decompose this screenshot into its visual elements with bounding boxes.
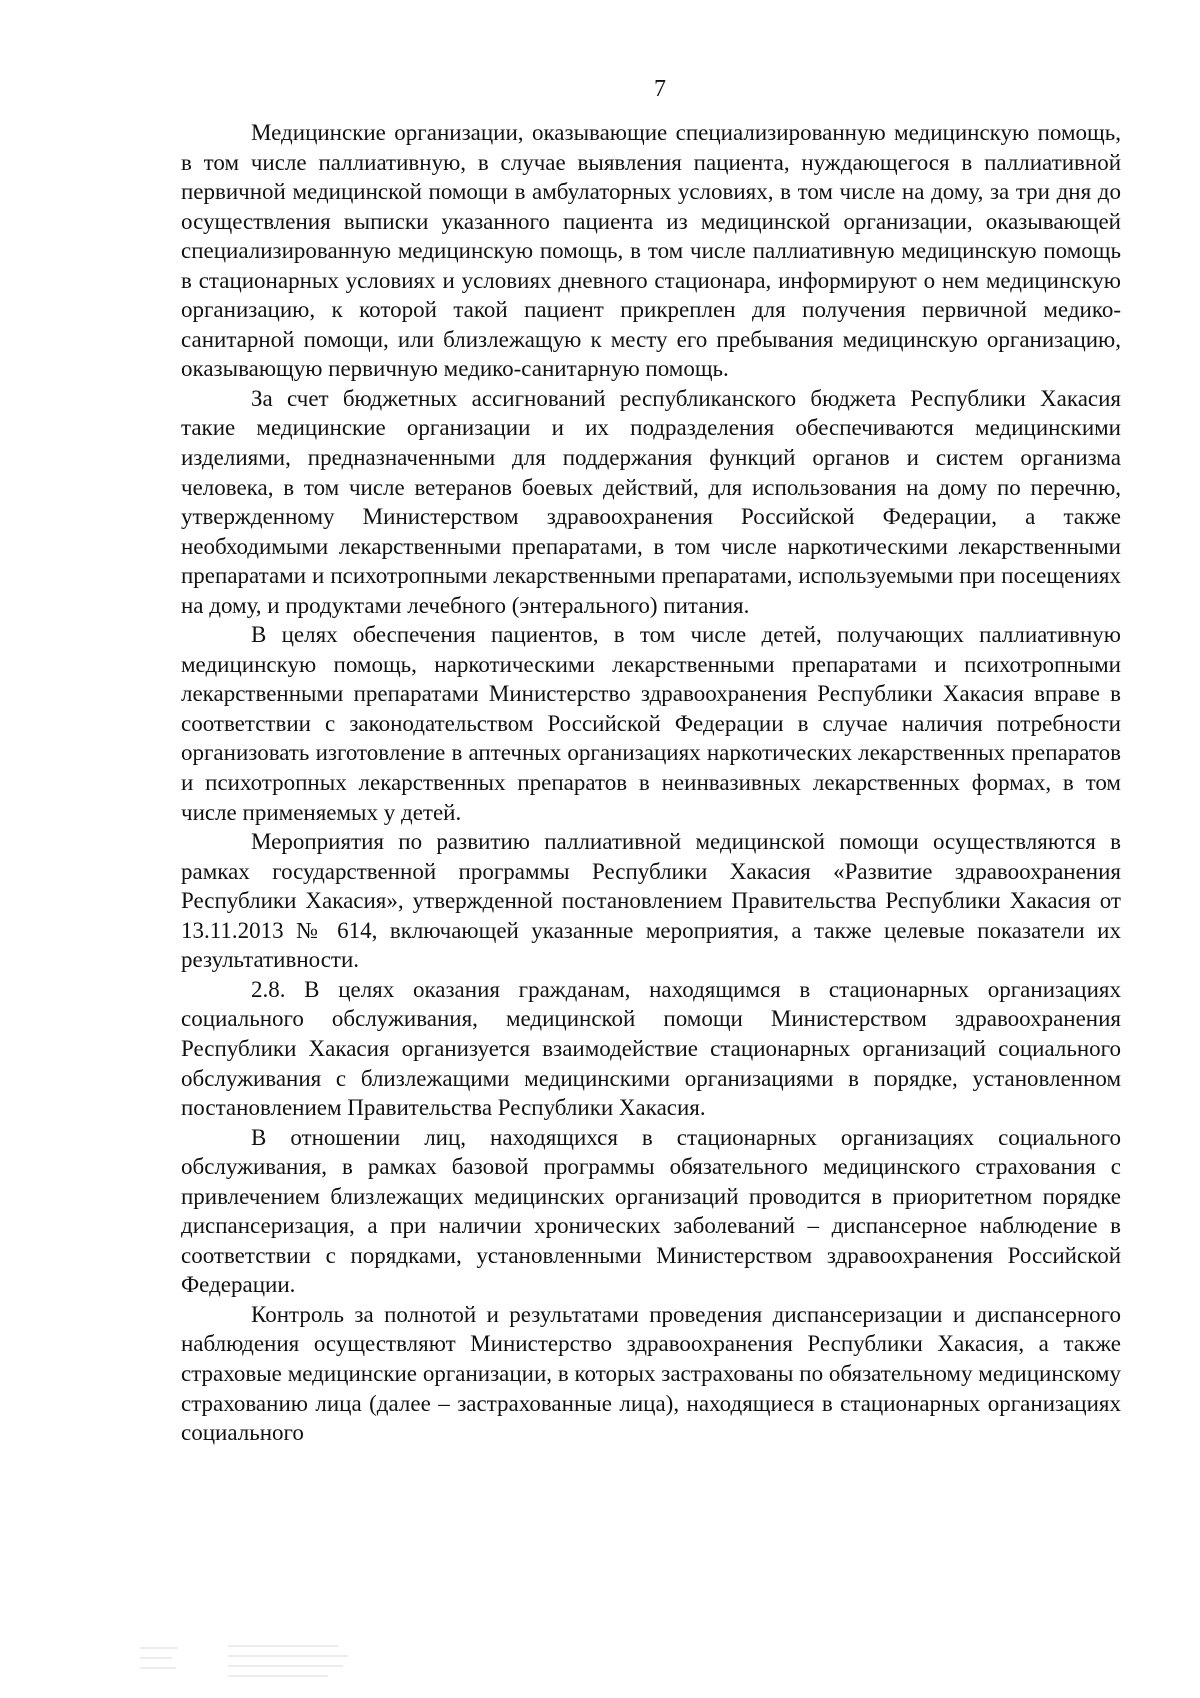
paragraph-state-program: Мероприятия по развитию паллиативной медицинской помощи осуществляются в рамках государственной программы Республики Хакасия «Развитие здравоохранения Республики Хакасия», утвержденной постановлением Правительства Республики Хакасия от 13.11.2013 № 614, включающей указанные мероприятия, а также целевые показатели их результативности. xyxy=(181,829,1121,973)
paragraph-dispensary-examination: В отношении лиц, находящихся в стационарных организациях социального обслуживания, в рамках базовой программы обязательного медицинского страхования с привлечением близлежащих медицинских организаций проводится в приоритетном порядке диспансеризация, а при наличии хронических заболеваний – диспансерное наблюдение в соответствии с порядками, установленными Министерством здравоохранения Российской Федерации. xyxy=(181,1124,1121,1298)
document-body xyxy=(181,118,1121,1448)
paragraph-narcotic-provision: В целях обеспечения пациентов, в том числе детей, получающих паллиативную медицинскую помощь, наркотическими лекарственными препаратами и психотропными лекарственными препаратами Министерство здравоохранения Республики Хакасия вправе в соответствии с законодательством Российской Федерации в случае наличия потребности организовать изготовление в аптечных организациях наркотических лекарственных препаратов и психотропных лекарственных препаратов в неинвазивных лекарственных формах, в том числе применяемых у детей. xyxy=(181,622,1121,825)
paragraph-palliative-discharge: Медицинские организации, оказывающие специализированную медицинскую помощь, в том числе паллиативную, в случае выявления пациента, нуждающегося в паллиативной первичной медицинской помощи в амбулаторных условиях, в том числе на дому, за три дня до осуществления выписки указанного пациента из медицинской организации, оказывающей специализированную медицинскую помощь, в том числе паллиативную медицинскую помощь в стационарных условиях и условиях дневного стационара, информируют о нем медицинскую организацию, к которой такой пациент прикреплен для получения первичной медико-санитарной помощи, или близлежащую к месту его пребывания медицинскую организацию, оказывающую первичную медико-санитарную помощь. xyxy=(181,120,1121,382)
faint-stamp-mark xyxy=(138,1640,358,1680)
page-number: 7 xyxy=(654,76,666,102)
paragraph-section-2-8: 2.8. В целях оказания гражданам, находящимся в стационарных организациях социального обслуживания, медицинской помощи Министерством здравоохранения Республики Хакасия организуется взаимодействие стационарных организаций социального обслуживания с близлежащими медицинскими организациями в порядке, установленном постановлением Правительства Республики Хакасия. xyxy=(181,976,1121,1121)
paragraph-control: Контроль за полнотой и результатами проведения диспансеризации и диспансерного наблюдения осуществляют Министерство здравоохранения Республики Хакасия, а также страховые медицинские организации, в которых застрахованы по обязательному медицинскому страхованию лица (далее – застрахованные лица), находящиеся в стационарных организациях социального xyxy=(181,1301,1121,1446)
paragraph-budget-supply: За счет бюджетных ассигнований республиканского бюджета Республики Хакасия такие медицинские организации и их подразделения обеспечиваются медицинскими изделиями, предназначенными для поддержания функций органов и систем организма человека, в том числе ветеранов боевых действий, для использования на дому по перечню, утвержденному Министерством здравоохранения Российской Федерации, а также необходимыми лекарственными препаратами, в том числе наркотическими лекарственными препаратами и психотропными лекарственными препаратами, используемыми при посещениях на дому, и продуктами лечебного (энтерального) питания. xyxy=(181,385,1121,618)
